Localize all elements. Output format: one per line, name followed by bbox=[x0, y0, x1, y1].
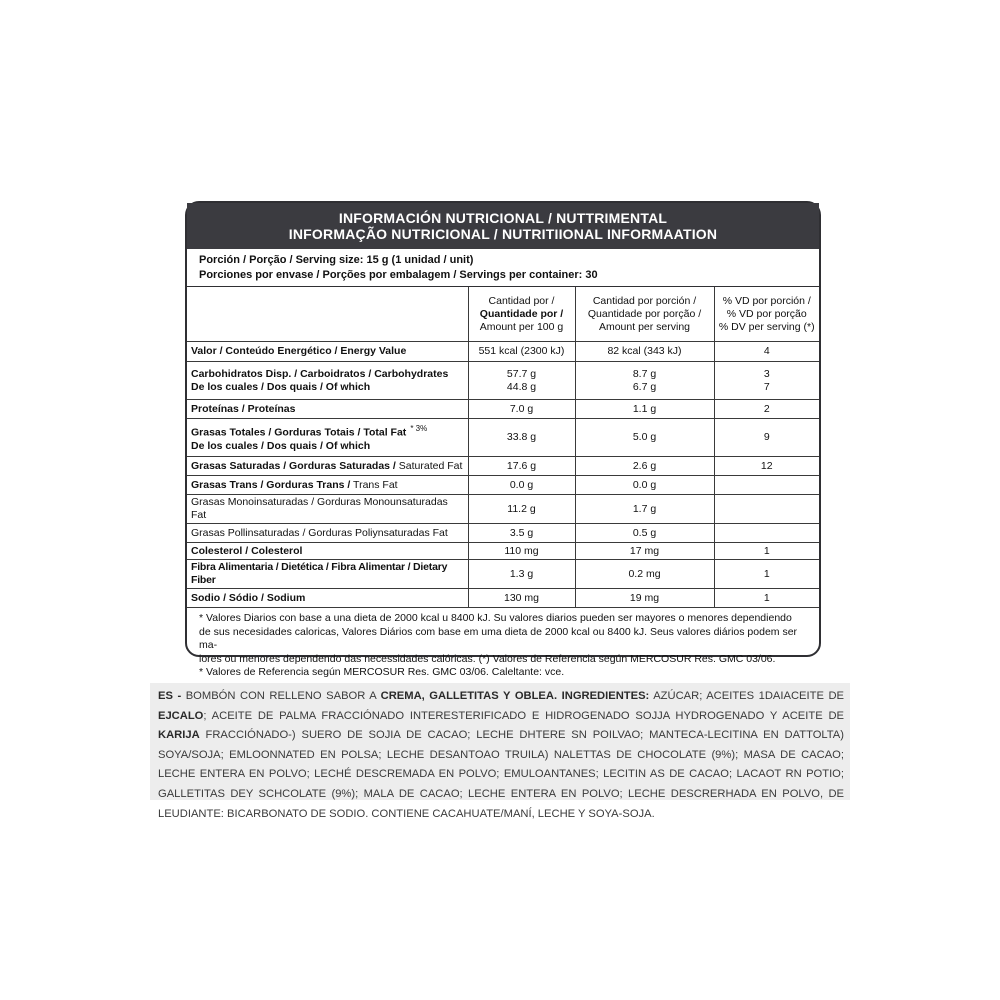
table-header-row bbox=[187, 287, 819, 342]
value-dv bbox=[714, 495, 819, 524]
column-header-nutrient bbox=[187, 287, 468, 342]
serving-info bbox=[187, 249, 819, 287]
value-dv: 1 bbox=[714, 543, 819, 560]
value-per-serving: 82 kcal (343 kJ) bbox=[575, 342, 714, 362]
table-row-energy bbox=[187, 342, 819, 362]
nutrient-name: Valor / Conteúdo Energético / Energy Value bbox=[187, 342, 468, 362]
table-row-saturated-fat bbox=[187, 457, 819, 476]
table-row-carbohydrates bbox=[187, 362, 819, 400]
nutrient-name: Grasas Monoinsaturadas / Gorduras Monounsaturadas Fat bbox=[187, 495, 468, 524]
column-header-per100: Cantidad por / Quantidade por / Amount per 100 g bbox=[468, 287, 575, 342]
value-dv bbox=[714, 524, 819, 543]
table-row-total-fat bbox=[187, 419, 819, 457]
value-dv: 12 bbox=[714, 457, 819, 476]
value-per-serving: 0.5 g bbox=[575, 524, 714, 543]
value-per100: 110 mg bbox=[468, 543, 575, 560]
value-per-serving: 5.0 g bbox=[575, 419, 714, 457]
nutrient-name: Sodio / Sódio / Sodium bbox=[187, 589, 468, 608]
servings-per-container: Porciones por envase / Porções por embalagem / Servings per container: 30 bbox=[199, 269, 598, 281]
nutrient-name: Grasas Pollinsaturadas / Gorduras Poliynsaturadas Fat bbox=[187, 524, 468, 543]
value-per100: 551 kcal (2300 kJ) bbox=[468, 342, 575, 362]
value-per100: 11.2 g bbox=[468, 495, 575, 524]
value-dv: 2 bbox=[714, 400, 819, 419]
value-per100: 7.0 g bbox=[468, 400, 575, 419]
nutrient-name: Carbohidratos Disp. / Carboidratos / Carbohydrates De los cuales / Dos quais / Of which bbox=[187, 362, 468, 400]
ingredients-text: ES - BOMBÓN CON RELLENO SABOR A CREMA, GALLETITAS Y OBLEA. INGREDIENTES: AZÚCAR; ACEITES 1DAIACEITE DE EJCALO; ACEITE DE PALMA FRACCIÓNADO INTERESTERIFICADO E HIDROGENADO SOJJA HYDROGENADO Y ACEITE DE KARIJA FRACCIÓNADO-) SUERO DE SOJIA DE CACAO; LECHE DHTERE SN POILVAO; MANTECA-LECITINA EN DATTOLTA) SOYA/SOJA; EMLOONNATED EN POLSA; LECHE DESANTOAO TRUILA) NALETTAS DE CHOCOLATE (9%); MASA DE CACAO; LECHE ENTERA EN POLVO; LECHÉ DESCREMADA EN POLVO; EMULOANTANES; LECITIN AS DE CACAO; LACAOT RN POTIO; GALLETITAS DEY SCHCOLATE (9%); MALA DE CACAO; LECHE ENTERA EN POLVO; LECHE DESCRERHADA EN POLVO, DE LEUDIANTE: BICARBONATO DE SODIO. CONTIENE CACAHUATE/MANÍ, LECHE Y SOYA-SOJA. bbox=[150, 683, 850, 800]
value-dv: 1 bbox=[714, 589, 819, 608]
value-dv bbox=[714, 476, 819, 495]
value-per100: 3.5 g bbox=[468, 524, 575, 543]
value-dv: 9 bbox=[714, 419, 819, 457]
nutrient-name: Colesterol / Colesterol bbox=[187, 543, 468, 560]
value-per100: 1.3 g bbox=[468, 560, 575, 589]
table-row-monounsaturated-fat bbox=[187, 495, 819, 524]
nutrient-name: Proteínas / Proteínas bbox=[187, 400, 468, 419]
table-row-sodium bbox=[187, 589, 819, 608]
value-per-serving: 17 mg bbox=[575, 543, 714, 560]
header-title-es: INFORMACIÓN NUTRICIONAL / NUTTRIMENTAL bbox=[338, 210, 668, 226]
value-per-serving: 1.7 g bbox=[575, 495, 714, 524]
value-per-serving: 0.0 g bbox=[575, 476, 714, 495]
table-row-dietary-fiber bbox=[187, 560, 819, 589]
value-per100: 57.7 g 44.8 g bbox=[468, 362, 575, 400]
table-row-trans-fat bbox=[187, 476, 819, 495]
value-per100: 0.0 g bbox=[468, 476, 575, 495]
value-per-serving: 1.1 g bbox=[575, 400, 714, 419]
value-per100: 33.8 g bbox=[468, 419, 575, 457]
value-dv: 4 bbox=[714, 342, 819, 362]
column-header-per-serving: Cantidad por porción / Quantidade por porção / Amount per serving bbox=[575, 287, 714, 342]
nutrition-header bbox=[187, 203, 819, 249]
value-dv: 3 7 bbox=[714, 362, 819, 400]
value-per100: 130 mg bbox=[468, 589, 575, 608]
value-per100: 17.6 g bbox=[468, 457, 575, 476]
table-row-cholesterol bbox=[187, 543, 819, 560]
language-code: ES - bbox=[158, 690, 182, 702]
ingredients-heading: INGREDIENTES: bbox=[557, 690, 650, 702]
serving-size: Porción / Porção / Serving size: 15 g (1 unidad / unit) bbox=[199, 254, 474, 266]
nutrition-table bbox=[187, 287, 819, 608]
column-header-dv: % VD por porción / % VD por porção % DV per serving (*) bbox=[714, 287, 819, 342]
header-title-pt-en: INFORMAÇÃO NUTRICIONAL / NUTRITIIONAL INFORMAATION bbox=[288, 226, 718, 242]
value-per-serving: 8.7 g 6.7 g bbox=[575, 362, 714, 400]
nutrient-name: Fibra Alimentaria / Dietética / Fibra Alimentar / Dietary Fiber bbox=[187, 560, 468, 589]
nutrient-name: Grasas Totales / Gorduras Totais / Total Fat $^{* 3\%}$ De los cuales / Dos quais / Of which bbox=[187, 419, 468, 457]
value-per-serving: 0.2 mg bbox=[575, 560, 714, 589]
daily-value-footnote: * Valores Diarios con base a una dieta de 2000 kcal u 8400 kJ. Su valores diarios pueden ser mayores o menores dependiendo de sus necesidades caloricas, Valores Diários com base em uma dieta de 2000 kcal ou 8400 kJ. Seus valores diários podem ser ma- iores ou menores dependendo das necessidades calóricas. (*) Valores de Referencia según MERCOSUR Res. GMC 03/06. * Valores de Referencia según MERCOSUR Res. GMC 03/06. Caleltante: vce. bbox=[199, 612, 798, 678]
nutrient-name: Grasas Trans / Gorduras Trans / Trans Fat bbox=[187, 476, 468, 495]
table-row-proteins bbox=[187, 400, 819, 419]
value-per-serving: 19 mg bbox=[575, 589, 714, 608]
nutrient-name: Grasas Saturadas / Gorduras Saturadas / Saturated Fat bbox=[187, 457, 468, 476]
table-row-polyunsaturated-fat bbox=[187, 524, 819, 543]
value-per-serving: 2.6 g bbox=[575, 457, 714, 476]
footnote-mark: * 3% bbox=[410, 424, 428, 434]
value-dv: 1 bbox=[714, 560, 819, 589]
nutrition-facts-panel bbox=[185, 201, 821, 678]
